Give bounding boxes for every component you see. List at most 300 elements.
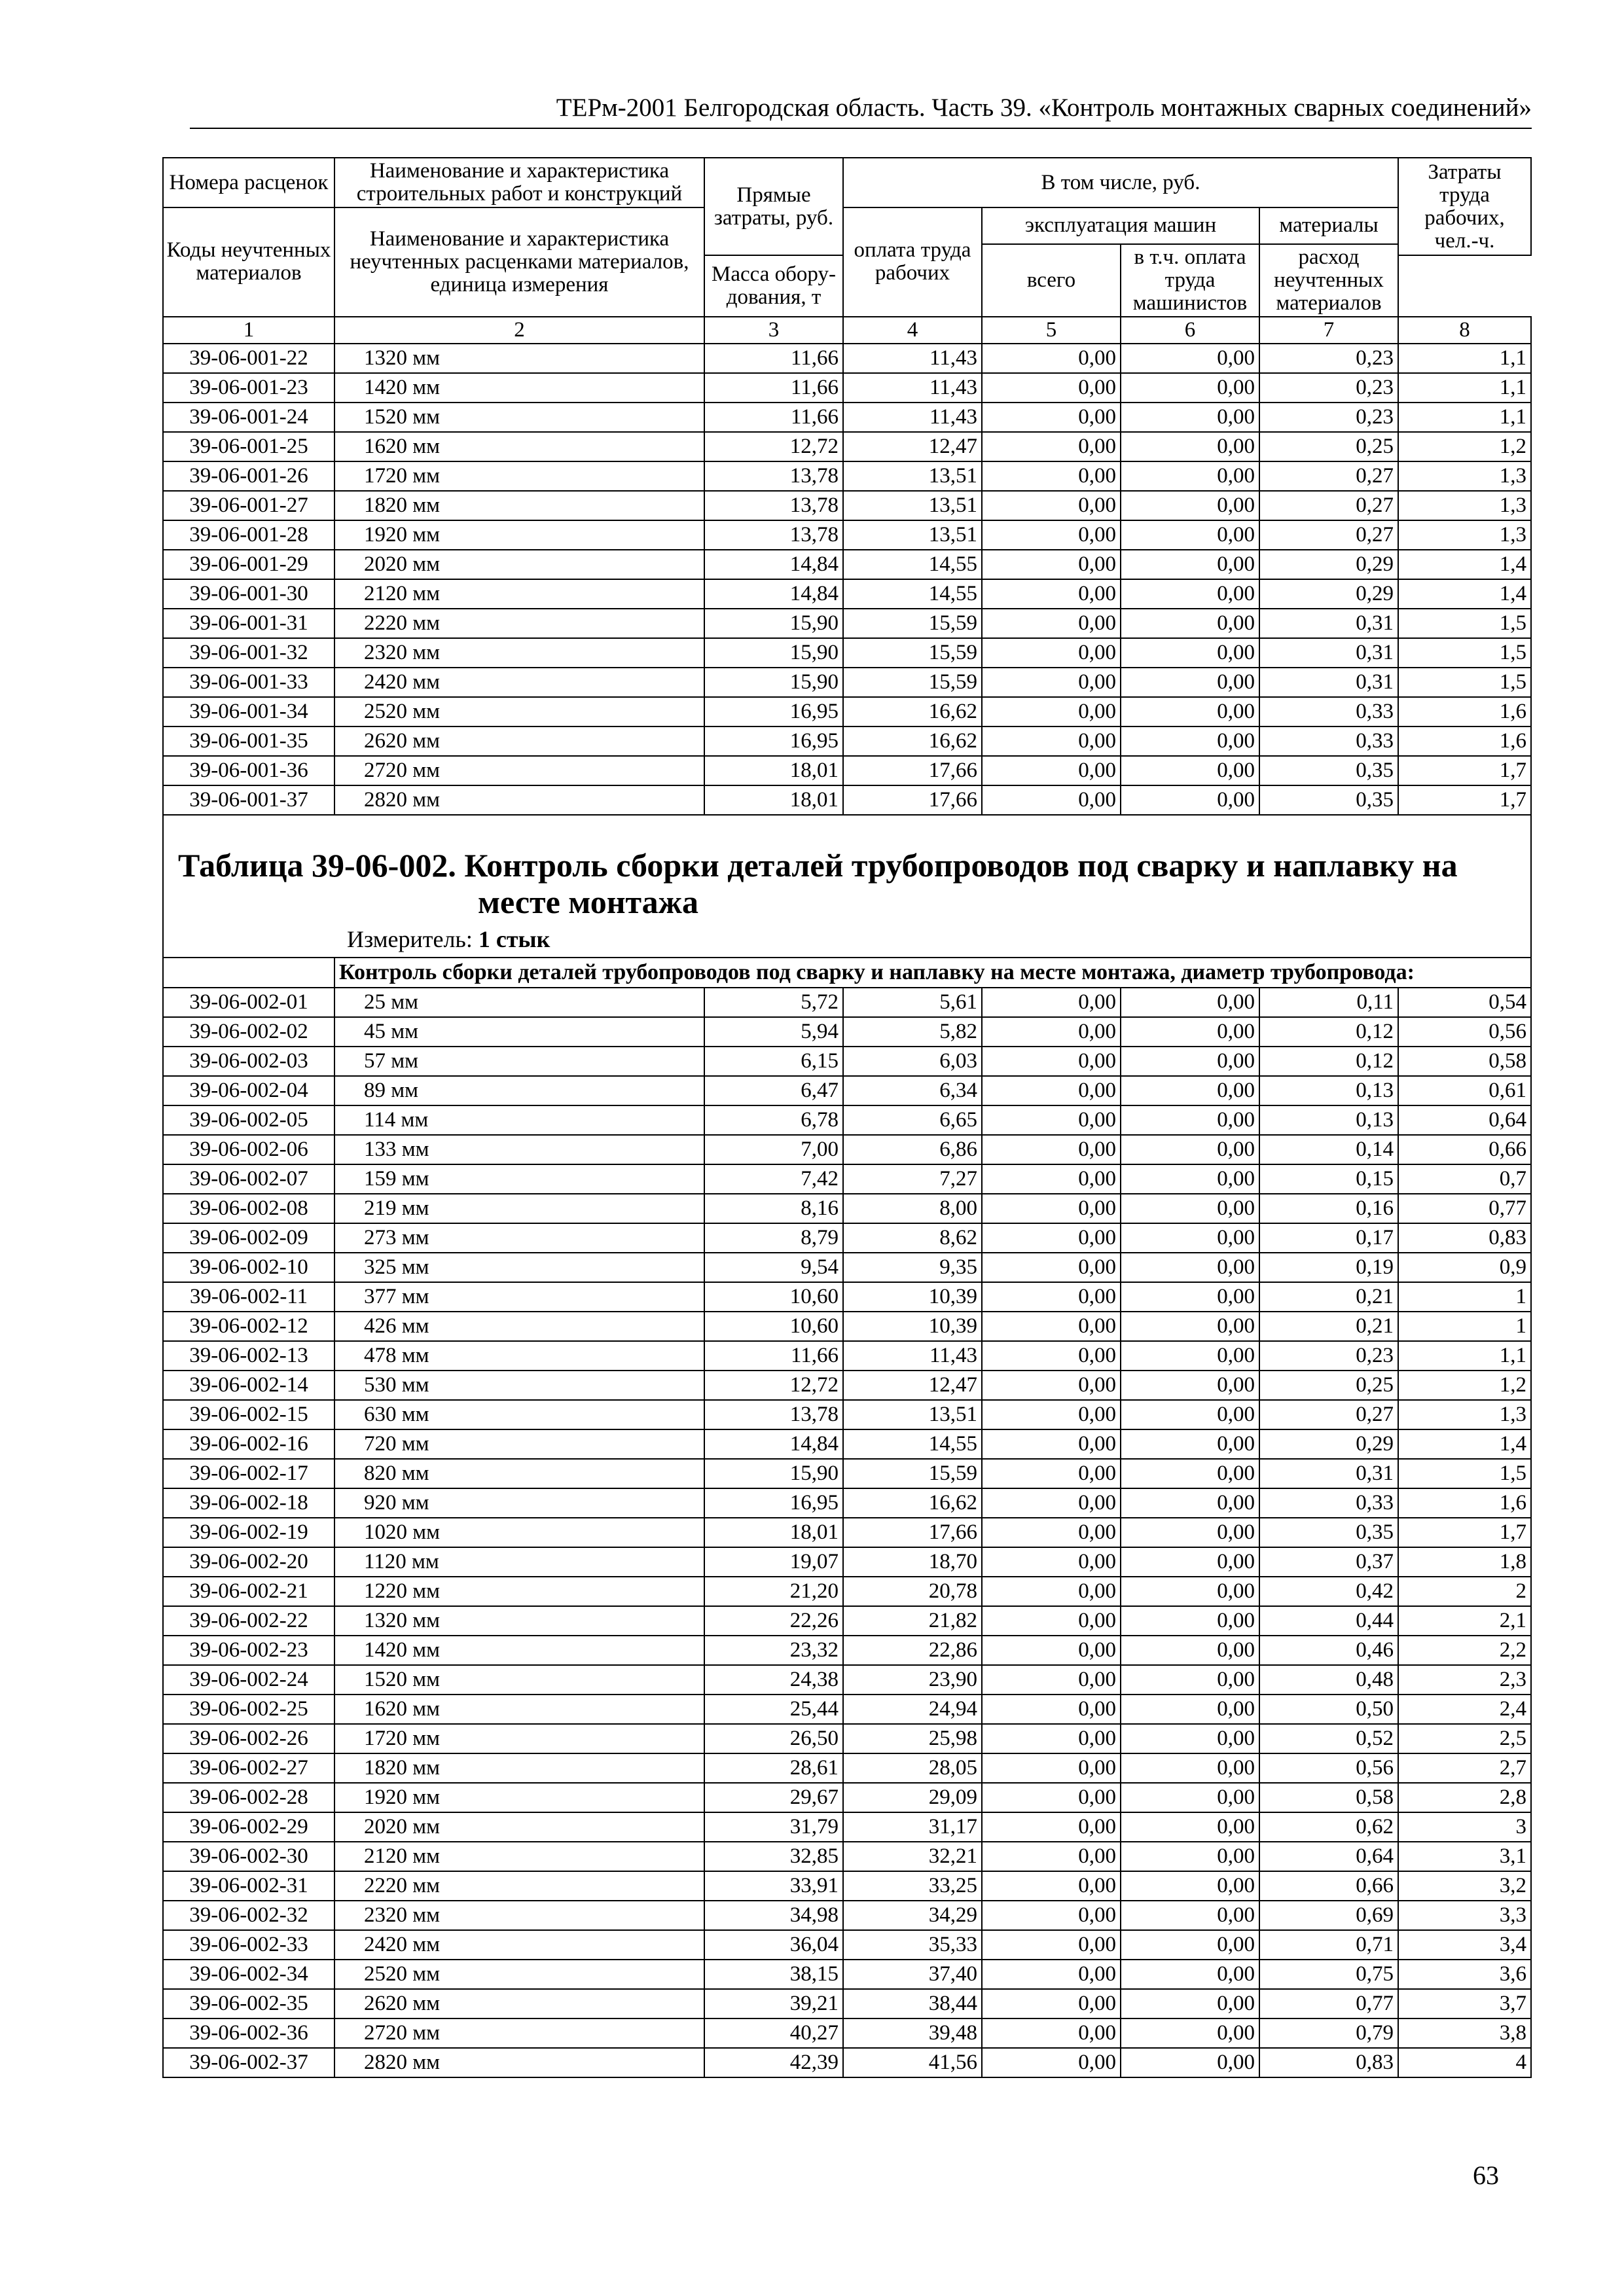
table-row	[163, 1665, 1531, 1695]
work-name-cell: 630 мм	[334, 1400, 704, 1429]
labor-hours-cell: 3,6	[1398, 1960, 1531, 1989]
labor-pay-cell: 15,59	[843, 609, 982, 638]
rate-code-cell: 39-06-001-25	[163, 432, 334, 461]
col1-top-header: Номера расценок	[163, 158, 334, 207]
table-row	[163, 2018, 1531, 2048]
labor-pay-cell: 22,86	[843, 1636, 982, 1665]
labor-hours-cell: 3,3	[1398, 1901, 1531, 1930]
materials-cost-cell: 0,23	[1259, 344, 1398, 373]
table-row	[163, 1341, 1531, 1371]
rate-code-cell: 39-06-002-35	[163, 1989, 334, 2018]
running-header: ТЕРм-2001 Белгородская область. Часть 39. «Контроль монтажных сварных соединений»	[190, 93, 1532, 129]
direct-cost-cell: 15,90	[704, 668, 843, 697]
table-row	[163, 432, 1531, 461]
rate-code-cell: 39-06-002-28	[163, 1783, 334, 1812]
direct-cost-cell: 10,60	[704, 1312, 843, 1341]
direct-cost-cell: 13,78	[704, 520, 843, 550]
labor-hours-cell: 3,2	[1398, 1871, 1531, 1901]
rate-code-cell: 39-06-002-02	[163, 1017, 334, 1047]
direct-cost-cell: 18,01	[704, 785, 843, 815]
machines-total-cell: 0,00	[982, 697, 1121, 726]
materials-cost-cell: 0,75	[1259, 1960, 1398, 1989]
materials-cost-cell: 0,48	[1259, 1665, 1398, 1695]
labor-pay-cell: 8,62	[843, 1223, 982, 1253]
machinist-pay-cell: 0,00	[1121, 756, 1259, 785]
machines-total-cell: 0,00	[982, 1665, 1121, 1695]
machinist-pay-cell: 0,00	[1121, 697, 1259, 726]
machinist-pay-cell: 0,00	[1121, 1135, 1259, 1164]
table-row	[163, 1164, 1531, 1194]
materials-cost-cell: 0,27	[1259, 520, 1398, 550]
work-name-cell: 720 мм	[334, 1429, 704, 1459]
meter-label: Измеритель:	[347, 925, 473, 952]
table-row	[163, 1223, 1531, 1253]
meter-line	[164, 920, 1530, 957]
rate-code-cell: 39-06-002-13	[163, 1341, 334, 1371]
labor-hours-cell: 1,1	[1398, 373, 1531, 403]
labor-pay-cell: 15,59	[843, 1459, 982, 1488]
work-name-cell: 2320 мм	[334, 1901, 704, 1930]
col6-header: в т.ч. оплата труда машинистов	[1121, 244, 1259, 317]
machinist-pay-cell: 0,00	[1121, 785, 1259, 815]
machines-total-cell: 0,00	[982, 491, 1121, 520]
table-row	[163, 1989, 1531, 2018]
table-row	[163, 2048, 1531, 2077]
labor-pay-cell: 17,66	[843, 1518, 982, 1547]
machines-total-cell: 0,00	[982, 1724, 1121, 1753]
table-row	[163, 373, 1531, 403]
materials-cost-cell: 0,12	[1259, 1047, 1398, 1076]
table-row	[163, 1783, 1531, 1812]
machinist-pay-cell: 0,00	[1121, 1606, 1259, 1636]
labor-pay-cell: 15,59	[843, 668, 982, 697]
machines-total-cell: 0,00	[982, 2048, 1121, 2077]
direct-cost-cell: 16,95	[704, 726, 843, 756]
price-table	[162, 157, 1532, 2078]
meter-value: 1 стык	[478, 925, 550, 952]
table-row	[163, 756, 1531, 785]
materials-cost-cell: 0,15	[1259, 1164, 1398, 1194]
labor-hours-cell: 1,3	[1398, 491, 1531, 520]
machines-total-cell: 0,00	[982, 1135, 1121, 1164]
work-name-cell: 1720 мм	[334, 1724, 704, 1753]
labor-pay-cell: 10,39	[843, 1282, 982, 1312]
labor-pay-cell: 11,43	[843, 373, 982, 403]
direct-cost-cell: 14,84	[704, 579, 843, 609]
machinist-pay-cell: 0,00	[1121, 461, 1259, 491]
materials-cost-cell: 0,35	[1259, 1518, 1398, 1547]
direct-cost-cell: 33,91	[704, 1871, 843, 1901]
labor-hours-cell: 2,5	[1398, 1724, 1531, 1753]
work-name-cell: 325 мм	[334, 1253, 704, 1282]
labor-pay-cell: 32,21	[843, 1842, 982, 1871]
table-row	[163, 1047, 1531, 1076]
labor-pay-cell: 12,47	[843, 432, 982, 461]
rate-code-cell: 39-06-001-35	[163, 726, 334, 756]
labor-hours-cell: 2,2	[1398, 1636, 1531, 1665]
materials-cost-cell: 0,33	[1259, 1488, 1398, 1518]
direct-cost-cell: 23,32	[704, 1636, 843, 1665]
direct-cost-cell: 12,72	[704, 1371, 843, 1400]
materials-header: материалы	[1259, 207, 1398, 244]
subheading-empty-cell	[163, 958, 334, 988]
materials-cost-cell: 0,62	[1259, 1812, 1398, 1842]
labor-pay-cell: 21,82	[843, 1606, 982, 1636]
table-row	[163, 1547, 1531, 1577]
machines-total-cell: 0,00	[982, 1194, 1121, 1223]
labor-hours-cell: 1,5	[1398, 1459, 1531, 1488]
machinist-pay-cell: 0,00	[1121, 1812, 1259, 1842]
rate-code-cell: 39-06-002-22	[163, 1606, 334, 1636]
rate-code-cell: 39-06-002-16	[163, 1429, 334, 1459]
table-body-part1	[163, 344, 1531, 815]
direct-cost-cell: 6,78	[704, 1105, 843, 1135]
labor-hours-cell: 2,7	[1398, 1753, 1531, 1783]
labor-hours-cell: 1,6	[1398, 726, 1531, 756]
incl-header: В том числе, руб.	[843, 158, 1398, 207]
table-row	[163, 1753, 1531, 1783]
direct-cost-cell: 18,01	[704, 1518, 843, 1547]
materials-cost-cell: 0,83	[1259, 2048, 1398, 2077]
table-row	[163, 638, 1531, 668]
labor-hours-cell: 1,8	[1398, 1547, 1531, 1577]
labor-pay-cell: 16,62	[843, 697, 982, 726]
table-title-line2: месте монтажа	[478, 883, 698, 920]
machines-total-cell: 0,00	[982, 403, 1121, 432]
materials-cost-cell: 0,56	[1259, 1753, 1398, 1783]
machines-total-cell: 0,00	[982, 373, 1121, 403]
materials-cost-cell: 0,27	[1259, 461, 1398, 491]
machinist-pay-cell: 0,00	[1121, 1665, 1259, 1695]
machines-total-cell: 0,00	[982, 1871, 1121, 1901]
labor-hours-cell: 3,7	[1398, 1989, 1531, 2018]
col7-header: расход неучтенных материалов	[1259, 244, 1398, 317]
table-row	[163, 1076, 1531, 1105]
labor-hours-cell: 1,7	[1398, 785, 1531, 815]
table-title-line1: Таблица 39-06-002. Контроль сборки деталей трубопроводов под сварку и наплавку на	[178, 846, 1458, 884]
machinist-pay-cell: 0,00	[1121, 1989, 1259, 2018]
work-name-cell: 219 мм	[334, 1194, 704, 1223]
labor-hours-cell: 1,7	[1398, 756, 1531, 785]
rate-code-cell: 39-06-001-24	[163, 403, 334, 432]
materials-cost-cell: 0,27	[1259, 491, 1398, 520]
machinist-pay-cell: 0,00	[1121, 1901, 1259, 1930]
direct-cost-cell: 15,90	[704, 638, 843, 668]
table-row	[163, 697, 1531, 726]
machinist-pay-cell: 0,00	[1121, 1871, 1259, 1901]
labor-pay-cell: 37,40	[843, 1960, 982, 1989]
labor-hours-cell: 1,1	[1398, 344, 1531, 373]
materials-cost-cell: 0,33	[1259, 726, 1398, 756]
labor-hours-cell: 2,8	[1398, 1783, 1531, 1812]
work-name-cell: 2320 мм	[334, 638, 704, 668]
materials-cost-cell: 0,31	[1259, 609, 1398, 638]
rate-code-cell: 39-06-002-24	[163, 1665, 334, 1695]
direct-cost-cell: 6,47	[704, 1076, 843, 1105]
table-row	[163, 1901, 1531, 1930]
col8-top-header: Затраты труда рабочих, чел.-ч.	[1398, 158, 1531, 255]
labor-pay-cell: 5,82	[843, 1017, 982, 1047]
machines-total-cell: 0,00	[982, 579, 1121, 609]
machines-total-cell: 0,00	[982, 2018, 1121, 2048]
machines-total-cell: 0,00	[982, 1400, 1121, 1429]
rate-code-cell: 39-06-002-05	[163, 1105, 334, 1135]
labor-pay-cell: 16,62	[843, 1488, 982, 1518]
rate-code-cell: 39-06-002-01	[163, 988, 334, 1017]
labor-hours-cell: 0,54	[1398, 988, 1531, 1017]
labor-pay-cell: 38,44	[843, 1989, 982, 2018]
machinist-pay-cell: 0,00	[1121, 1577, 1259, 1606]
labor-hours-cell: 0,56	[1398, 1017, 1531, 1047]
table-row	[163, 609, 1531, 638]
rate-code-cell: 39-06-002-26	[163, 1724, 334, 1753]
labor-pay-cell: 5,61	[843, 988, 982, 1017]
materials-cost-cell: 0,31	[1259, 638, 1398, 668]
work-name-cell: 45 мм	[334, 1017, 704, 1047]
machines-total-cell: 0,00	[982, 520, 1121, 550]
direct-cost-cell: 28,61	[704, 1753, 843, 1783]
table-row	[163, 550, 1531, 579]
work-name-cell: 1320 мм	[334, 1606, 704, 1636]
work-name-cell: 2620 мм	[334, 726, 704, 756]
work-name-cell: 530 мм	[334, 1371, 704, 1400]
table-row	[163, 1282, 1531, 1312]
direct-cost-cell: 12,72	[704, 432, 843, 461]
materials-cost-cell: 0,23	[1259, 1341, 1398, 1371]
direct-cost-cell: 36,04	[704, 1930, 843, 1960]
direct-cost-cell: 22,26	[704, 1606, 843, 1636]
labor-pay-cell: 9,35	[843, 1253, 982, 1282]
materials-cost-cell: 0,19	[1259, 1253, 1398, 1282]
labor-hours-cell: 2	[1398, 1577, 1531, 1606]
machines-total-cell: 0,00	[982, 550, 1121, 579]
rate-code-cell: 39-06-002-23	[163, 1636, 334, 1665]
machines-total-cell: 0,00	[982, 1047, 1121, 1076]
col4-header: оплата труда рабочих	[843, 207, 982, 317]
labor-pay-cell: 15,59	[843, 638, 982, 668]
col3-header: Прямые затраты, руб.	[704, 158, 843, 255]
table-row	[163, 988, 1531, 1017]
machines-total-cell: 0,00	[982, 1753, 1121, 1783]
labor-hours-cell: 3	[1398, 1812, 1531, 1842]
machines-total-cell: 0,00	[982, 1459, 1121, 1488]
labor-hours-cell: 2,4	[1398, 1695, 1531, 1724]
machinist-pay-cell: 0,00	[1121, 1400, 1259, 1429]
work-name-cell: 2520 мм	[334, 697, 704, 726]
table-header	[163, 158, 1531, 344]
table-row	[163, 1518, 1531, 1547]
labor-hours-cell: 0,61	[1398, 1076, 1531, 1105]
machines-total-cell: 0,00	[982, 1371, 1121, 1400]
machines-total-cell: 0,00	[982, 1429, 1121, 1459]
work-name-cell: 1220 мм	[334, 1577, 704, 1606]
work-name-cell: 1620 мм	[334, 432, 704, 461]
work-name-cell: 2220 мм	[334, 609, 704, 638]
labor-pay-cell: 24,94	[843, 1695, 982, 1724]
materials-cost-cell: 0,31	[1259, 668, 1398, 697]
col2-bottom-header: Наименование и характеристика неучтенных расценками материалов, единица измерения	[334, 207, 704, 317]
direct-cost-cell: 34,98	[704, 1901, 843, 1930]
work-name-cell: 2120 мм	[334, 1842, 704, 1871]
materials-cost-cell: 0,77	[1259, 1989, 1398, 2018]
direct-cost-cell: 11,66	[704, 1341, 843, 1371]
work-name-cell: 2020 мм	[334, 1812, 704, 1842]
labor-hours-cell: 2,1	[1398, 1606, 1531, 1636]
table-row	[163, 785, 1531, 815]
table-row	[163, 1429, 1531, 1459]
column-number: 2	[334, 317, 704, 344]
rate-code-cell: 39-06-002-30	[163, 1842, 334, 1871]
machines-total-cell: 0,00	[982, 785, 1121, 815]
table-row	[163, 1842, 1531, 1871]
materials-cost-cell: 0,35	[1259, 785, 1398, 815]
table-row	[163, 1194, 1531, 1223]
rate-code-cell: 39-06-002-37	[163, 2048, 334, 2077]
table-body-part2	[163, 988, 1531, 2077]
machines-total-cell: 0,00	[982, 1901, 1121, 1930]
labor-hours-cell: 1,3	[1398, 520, 1531, 550]
machines-total-cell: 0,00	[982, 1223, 1121, 1253]
direct-cost-cell: 21,20	[704, 1577, 843, 1606]
table-row	[163, 1606, 1531, 1636]
direct-cost-cell: 42,39	[704, 2048, 843, 2077]
table-row	[163, 1724, 1531, 1753]
machines-total-cell: 0,00	[982, 1577, 1121, 1606]
machines-total-cell: 0,00	[982, 668, 1121, 697]
labor-pay-cell: 31,17	[843, 1812, 982, 1842]
table-row	[163, 520, 1531, 550]
materials-cost-cell: 0,21	[1259, 1312, 1398, 1341]
table-row	[163, 1930, 1531, 1960]
materials-cost-cell: 0,27	[1259, 1400, 1398, 1429]
rate-code-cell: 39-06-002-17	[163, 1459, 334, 1488]
labor-pay-cell: 18,70	[843, 1547, 982, 1577]
rate-code-cell: 39-06-001-29	[163, 550, 334, 579]
rate-code-cell: 39-06-002-34	[163, 1960, 334, 1989]
direct-cost-cell: 13,78	[704, 491, 843, 520]
machinist-pay-cell: 0,00	[1121, 1371, 1259, 1400]
labor-pay-cell: 13,51	[843, 491, 982, 520]
machines-total-cell: 0,00	[982, 1341, 1121, 1371]
labor-hours-cell: 1	[1398, 1282, 1531, 1312]
direct-cost-cell: 16,95	[704, 697, 843, 726]
labor-hours-cell: 0,77	[1398, 1194, 1531, 1223]
rate-code-cell: 39-06-002-04	[163, 1076, 334, 1105]
rate-code-cell: 39-06-002-29	[163, 1812, 334, 1842]
machinist-pay-cell: 0,00	[1121, 1253, 1259, 1282]
rate-code-cell: 39-06-002-12	[163, 1312, 334, 1341]
materials-cost-cell: 0,31	[1259, 1459, 1398, 1488]
machines-total-cell: 0,00	[982, 988, 1121, 1017]
machinist-pay-cell: 0,00	[1121, 373, 1259, 403]
work-name-cell: 2520 мм	[334, 1960, 704, 1989]
rate-code-cell: 39-06-002-36	[163, 2018, 334, 2048]
direct-cost-cell: 26,50	[704, 1724, 843, 1753]
labor-pay-cell: 6,34	[843, 1076, 982, 1105]
work-name-cell: 1020 мм	[334, 1518, 704, 1547]
work-name-cell: 1820 мм	[334, 491, 704, 520]
labor-hours-cell: 1,3	[1398, 461, 1531, 491]
rate-code-cell: 39-06-002-09	[163, 1223, 334, 1253]
labor-hours-cell: 1	[1398, 1312, 1531, 1341]
machines-total-cell: 0,00	[982, 1783, 1121, 1812]
labor-hours-cell: 1,4	[1398, 1429, 1531, 1459]
column-number: 8	[1398, 317, 1531, 344]
work-name-cell: 2820 мм	[334, 785, 704, 815]
direct-cost-cell: 15,90	[704, 609, 843, 638]
labor-hours-cell: 1,1	[1398, 1341, 1531, 1371]
table-row	[163, 1812, 1531, 1842]
machines-total-cell: 0,00	[982, 344, 1121, 373]
labor-hours-cell: 1,7	[1398, 1518, 1531, 1547]
machines-total-cell: 0,00	[982, 1547, 1121, 1577]
labor-pay-cell: 13,51	[843, 520, 982, 550]
materials-cost-cell: 0,29	[1259, 579, 1398, 609]
machinist-pay-cell: 0,00	[1121, 1282, 1259, 1312]
labor-pay-cell: 34,29	[843, 1901, 982, 1930]
labor-pay-cell: 11,43	[843, 1341, 982, 1371]
section-subheading: Контроль сборки деталей трубопроводов под сварку и наплавку на месте монтажа, диаметр трубопровода:	[334, 958, 1531, 988]
rate-code-cell: 39-06-002-25	[163, 1695, 334, 1724]
column-number: 7	[1259, 317, 1398, 344]
labor-hours-cell: 1,5	[1398, 638, 1531, 668]
machines-total-cell: 0,00	[982, 1842, 1121, 1871]
column-number: 5	[982, 317, 1121, 344]
column-number: 6	[1121, 317, 1259, 344]
labor-pay-cell: 7,27	[843, 1164, 982, 1194]
materials-cost-cell: 0,14	[1259, 1135, 1398, 1164]
machinist-pay-cell: 0,00	[1121, 638, 1259, 668]
labor-pay-cell: 33,25	[843, 1871, 982, 1901]
materials-cost-cell: 0,11	[1259, 988, 1398, 1017]
machines-total-cell: 0,00	[982, 726, 1121, 756]
machines-total-cell: 0,00	[982, 1636, 1121, 1665]
machines-total-cell: 0,00	[982, 1105, 1121, 1135]
machinist-pay-cell: 0,00	[1121, 2018, 1259, 2048]
direct-cost-cell: 38,15	[704, 1960, 843, 1989]
labor-pay-cell: 14,55	[843, 550, 982, 579]
work-name-cell: 1520 мм	[334, 1665, 704, 1695]
table-row	[163, 1636, 1531, 1665]
col1-bottom-header: Коды неучтенных материалов	[163, 207, 334, 317]
machines-total-cell: 0,00	[982, 1312, 1121, 1341]
labor-pay-cell: 39,48	[843, 2018, 982, 2048]
labor-hours-cell: 0,66	[1398, 1135, 1531, 1164]
labor-pay-cell: 23,90	[843, 1665, 982, 1695]
labor-hours-cell: 1,5	[1398, 668, 1531, 697]
work-name-cell: 1720 мм	[334, 461, 704, 491]
table-row	[163, 1135, 1531, 1164]
materials-cost-cell: 0,69	[1259, 1901, 1398, 1930]
machines-total-cell: 0,00	[982, 1989, 1121, 2018]
machinist-pay-cell: 0,00	[1121, 1753, 1259, 1783]
direct-cost-cell: 25,44	[704, 1695, 843, 1724]
direct-cost-cell: 24,38	[704, 1665, 843, 1695]
machinist-pay-cell: 0,00	[1121, 726, 1259, 756]
rate-code-cell: 39-06-001-27	[163, 491, 334, 520]
machinist-pay-cell: 0,00	[1121, 1695, 1259, 1724]
direct-cost-cell: 13,78	[704, 461, 843, 491]
rate-code-cell: 39-06-002-11	[163, 1282, 334, 1312]
machinist-pay-cell: 0,00	[1121, 1076, 1259, 1105]
machines-total-cell: 0,00	[982, 461, 1121, 491]
table-row	[163, 403, 1531, 432]
machines-total-cell: 0,00	[982, 1253, 1121, 1282]
labor-pay-cell: 10,39	[843, 1312, 982, 1341]
rate-code-cell: 39-06-002-15	[163, 1400, 334, 1429]
machinist-pay-cell: 0,00	[1121, 1547, 1259, 1577]
direct-cost-cell: 11,66	[704, 344, 843, 373]
